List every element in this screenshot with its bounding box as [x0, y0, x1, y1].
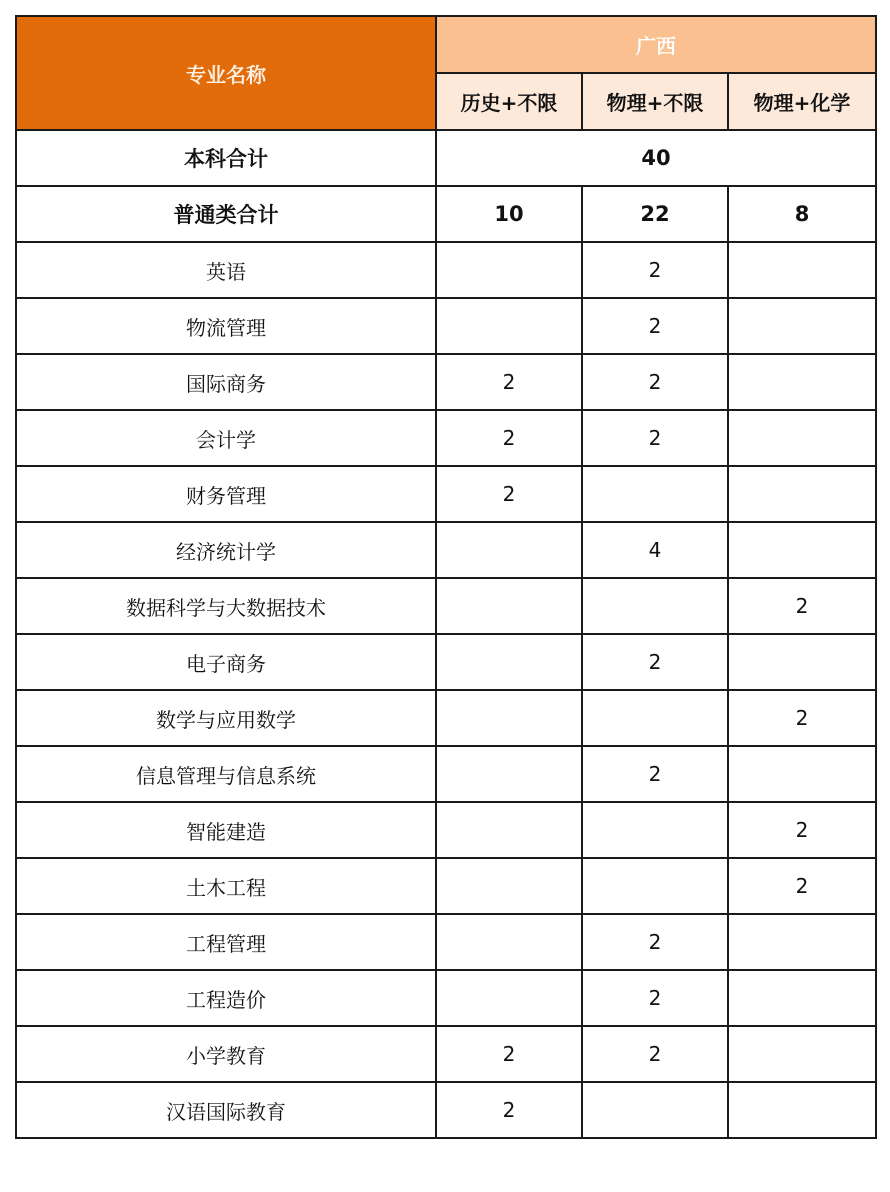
column-header-subject: 物理+化学 — [728, 73, 876, 130]
quota-cell: 2 — [582, 914, 728, 970]
major-name-cell: 工程管理 — [16, 914, 436, 970]
quota-cell: 2 — [728, 690, 876, 746]
quota-cell — [436, 746, 582, 802]
quota-cell — [436, 522, 582, 578]
table-row — [16, 690, 876, 746]
major-name-cell: 国际商务 — [16, 354, 436, 410]
major-name-cell: 财务管理 — [16, 466, 436, 522]
quota-cell — [582, 578, 728, 634]
general-total-value: 22 — [582, 186, 728, 242]
quota-cell — [728, 746, 876, 802]
column-header-subject: 历史+不限 — [436, 73, 582, 130]
major-name-cell: 数据科学与大数据技术 — [16, 578, 436, 634]
column-header-major-name: 专业名称 — [16, 16, 436, 130]
undergrad-total-value: 40 — [436, 130, 876, 186]
table-row — [16, 634, 876, 690]
quota-cell — [728, 522, 876, 578]
quota-cell: 2 — [582, 354, 728, 410]
header-row-region — [16, 16, 876, 73]
quota-cell: 2 — [436, 1026, 582, 1082]
table-row — [16, 522, 876, 578]
quota-cell — [728, 914, 876, 970]
quota-cell — [436, 858, 582, 914]
quota-cell: 2 — [582, 1026, 728, 1082]
quota-cell — [728, 298, 876, 354]
major-name-cell: 小学教育 — [16, 1026, 436, 1082]
quota-cell: 2 — [582, 746, 728, 802]
column-header-subject: 物理+不限 — [582, 73, 728, 130]
quota-cell — [728, 410, 876, 466]
quota-cell — [728, 242, 876, 298]
undergrad-total-row — [16, 130, 876, 186]
general-total-value: 8 — [728, 186, 876, 242]
quota-cell — [436, 970, 582, 1026]
major-name-cell: 数学与应用数学 — [16, 690, 436, 746]
quota-cell: 2 — [728, 858, 876, 914]
table-row — [16, 354, 876, 410]
quota-cell — [728, 466, 876, 522]
table-row — [16, 914, 876, 970]
table-row — [16, 578, 876, 634]
quota-cell: 2 — [582, 242, 728, 298]
quota-cell — [582, 466, 728, 522]
major-name-cell: 智能建造 — [16, 802, 436, 858]
quota-cell: 4 — [582, 522, 728, 578]
table-row — [16, 1026, 876, 1082]
quota-cell — [436, 242, 582, 298]
quota-cell — [436, 690, 582, 746]
quota-cell: 2 — [582, 634, 728, 690]
quota-cell — [436, 578, 582, 634]
table-row — [16, 802, 876, 858]
quota-cell: 2 — [436, 410, 582, 466]
major-name-cell: 会计学 — [16, 410, 436, 466]
quota-cell: 2 — [582, 410, 728, 466]
quota-cell: 2 — [436, 354, 582, 410]
general-total-row — [16, 186, 876, 242]
quota-cell: 2 — [582, 970, 728, 1026]
major-name-cell: 英语 — [16, 242, 436, 298]
enrollment-plan-table — [15, 15, 877, 1139]
quota-cell: 2 — [582, 298, 728, 354]
quota-cell: 2 — [436, 1082, 582, 1138]
major-name-cell: 工程造价 — [16, 970, 436, 1026]
quota-cell: 2 — [728, 802, 876, 858]
major-name-cell: 物流管理 — [16, 298, 436, 354]
quota-cell — [582, 802, 728, 858]
undergrad-total-label: 本科合计 — [16, 130, 436, 186]
quota-cell — [436, 914, 582, 970]
table-row — [16, 298, 876, 354]
table-row — [16, 1082, 876, 1138]
quota-cell: 2 — [436, 466, 582, 522]
major-name-cell: 电子商务 — [16, 634, 436, 690]
major-name-cell: 信息管理与信息系统 — [16, 746, 436, 802]
major-name-cell: 汉语国际教育 — [16, 1082, 436, 1138]
quota-cell — [582, 1082, 728, 1138]
major-name-cell: 土木工程 — [16, 858, 436, 914]
quota-cell — [728, 1026, 876, 1082]
quota-cell — [582, 690, 728, 746]
quota-cell — [582, 858, 728, 914]
quota-cell — [728, 354, 876, 410]
quota-cell — [728, 634, 876, 690]
quota-cell — [436, 634, 582, 690]
general-total-value: 10 — [436, 186, 582, 242]
major-name-cell: 经济统计学 — [16, 522, 436, 578]
quota-cell — [728, 970, 876, 1026]
table-row — [16, 970, 876, 1026]
table-row — [16, 466, 876, 522]
quota-cell: 2 — [728, 578, 876, 634]
table-row — [16, 858, 876, 914]
quota-cell — [436, 298, 582, 354]
table-row — [16, 242, 876, 298]
quota-cell — [728, 1082, 876, 1138]
table-row — [16, 746, 876, 802]
column-header-region: 广西 — [436, 16, 876, 73]
table-row — [16, 410, 876, 466]
general-total-label: 普通类合计 — [16, 186, 436, 242]
quota-cell — [436, 802, 582, 858]
